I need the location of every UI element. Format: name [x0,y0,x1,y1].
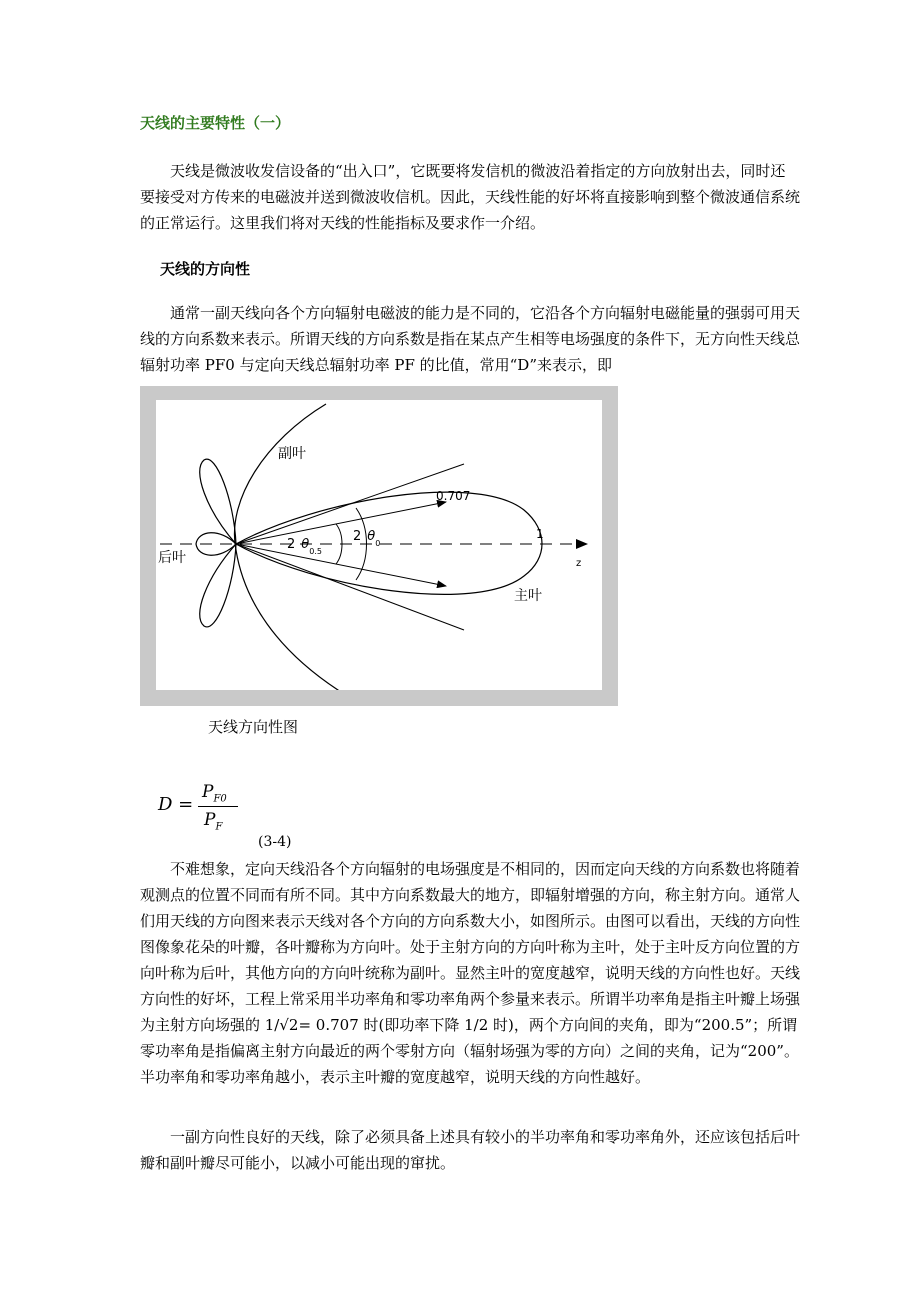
half-power-arrow-lower [236,544,446,586]
max-value-label: 1 [536,527,544,541]
lower-side-lobe [200,544,236,627]
half-power-arrow-upper [236,502,446,544]
back-lobe-label: 后叶 [158,550,186,566]
zero-power-line-upper [236,464,464,544]
radiation-pattern-figure [140,386,618,706]
axis-arrow [576,539,588,549]
paragraph-directivity: 通常一副天线向各个方向辐射电磁波的能力是不同的，它沿各个方向辐射电磁能量的强弱可用天线的方向系数来表示。所谓天线的方向系数是指在某点产生相等电场强度的条件下，无方向性天线总辐射功率 PF0 与定向天线总辐射功率 PF 的比值，常用“D”来表示，即 [140,304,801,374]
radiation-pattern-diagram [156,400,602,690]
formula-numerator: $P_{F0}$ [202,782,227,805]
side-lobe-label: 副叶 [278,446,306,462]
figure-caption: 天线方向性图 [208,718,299,736]
zero-power-sub: 0 [375,539,381,548]
formula-denominator: $P_F$ [204,810,223,833]
paragraph-side-lobes: 一副方向性良好的天线，除了必须具备上述具有较小的半功率角和零功率角外，还应该包括后叶瓣和副叶瓣尽可能小，以减小可能出现的窜扰。 [140,1128,801,1172]
fraction-bar [198,806,238,807]
directivity-formula [158,782,268,842]
half-power-theta: θ [301,537,310,552]
intro-paragraph: 天线是微波收发信设备的“出入口”，它既要将发信机的微波沿着指定的方向放射出去，同时还要接受对方传来的电磁波并送到微波收信机。因此，天线性能的好坏将直接影响到整个微波通信系统的正常运行。这里我们将对天线的性能指标及要求作一介绍。 [140,162,801,232]
page-title: 天线的主要特性（一） [140,114,291,132]
zero-power-line-lower [236,544,464,630]
main-lobe-label: 主叶 [514,588,542,604]
zero-power-theta: θ [367,529,376,544]
half-power-value-label: 0.707 [436,489,471,503]
paragraph-main-lobe: 不难想象，定向天线沿各个方向辐射的电场强度是不相同的，因而定向天线的方向系数也将随着观测点的位置不同而有所不同。其中方向系数最大的地方，即辐射增强的方向，称主射方向。通常人们用天线的方向图来表示天线对各个方向的方向系数大小，如图所示。由图可以看出，天线的方向性图像象花朵的叶瓣，各叶瓣称为方向叶。处于主射方向的方向叶称为主叶，处于主叶反方向位置的方向叶称为后叶，其他方向的方向叶统称为副叶。显然主叶的宽度越窄，说明天线的方向性也好。天线方向性的好坏，工程上常采用半功率角和零功率角两个参量来表示。所谓半功率角是指主叶瓣上场强为主射方向场强的 1/√2= 0.707 时(即功率下降 1/2 时)，两个方向间的夹角，即为“200.5”；所谓零功率角是指偏离主射方向最近的两个零射方向（辐射场强为零的方向）之间的夹角，记为“200”。半功率角和零功率角越小，表示主叶瓣的宽度越窄，说明天线的方向性越好。 [140,860,801,1086]
formula-lhs: D = [158,794,194,815]
upper-side-lobe [200,459,236,544]
section-title: 天线的方向性 [160,260,251,278]
half-power-angle-label [287,537,322,556]
zero-power-two: 2 [353,529,362,544]
z-axis-label: z [576,558,582,569]
half-power-sub: 0.5 [309,547,322,556]
equation-number: (3-4) [258,834,292,850]
main-lobe [236,492,542,594]
half-power-two: 2 [287,537,296,552]
